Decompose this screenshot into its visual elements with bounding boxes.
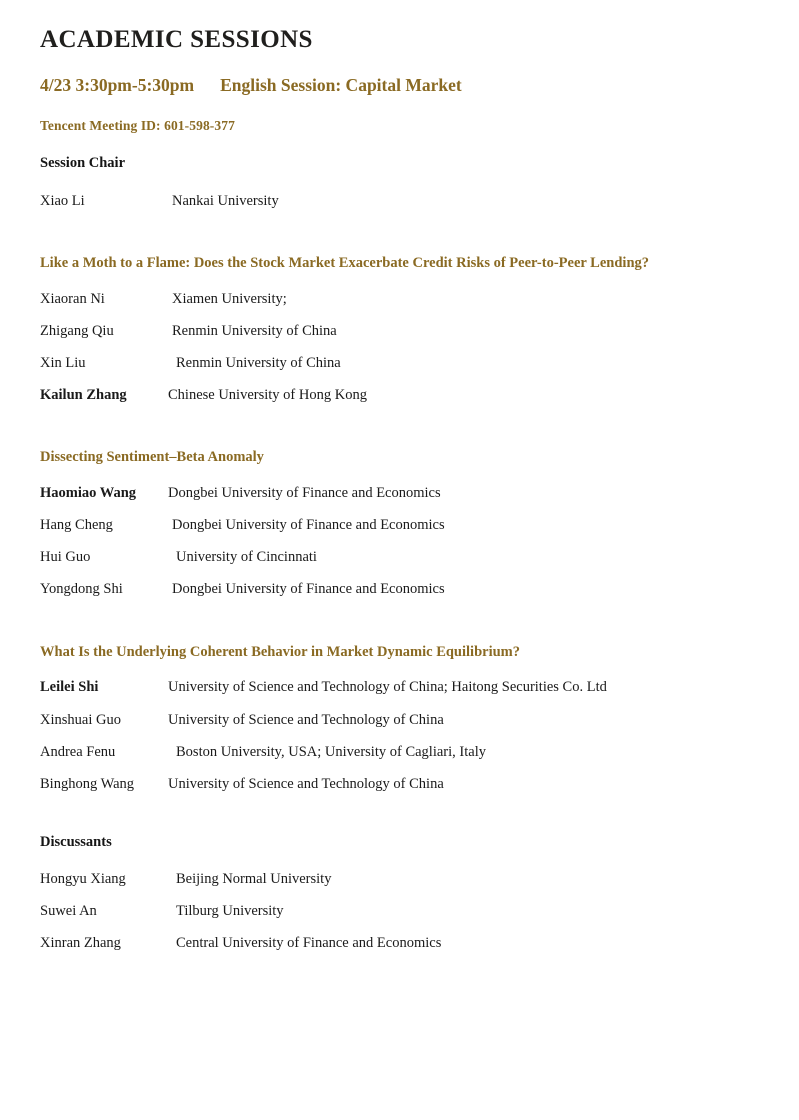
list-item — [40, 934, 759, 952]
section-spacer — [40, 224, 759, 251]
person-affiliation: Tilburg University — [176, 903, 284, 920]
person-name: Yongdong Shi — [40, 581, 123, 598]
person-name: Xinran Zhang — [40, 935, 121, 952]
person-affiliation: Beijing Normal University — [176, 870, 332, 887]
list-item — [40, 484, 759, 502]
list-item — [40, 290, 759, 308]
person-name: Hui Guo — [40, 549, 91, 566]
session-chair-heading: Session Chair — [40, 154, 126, 171]
list-item — [40, 711, 759, 729]
person-name: Zhigang Qiu — [40, 322, 114, 339]
page-title: ACADEMIC SESSIONS — [40, 26, 313, 53]
person-affiliation: University of Cincinnati — [176, 549, 317, 566]
person-affiliation: Dongbei University of Finance and Economics — [172, 581, 445, 598]
person-name: Leilei Shi — [40, 679, 99, 696]
person-affiliation: Chinese University of Hong Kong — [168, 386, 367, 403]
person-affiliation: University of Science and Technology of China; Haitong Securities Co. Ltd — [168, 679, 607, 696]
paper-title-3: What Is the Underlying Coherent Behavior in Market Dynamic Equilibrium? — [40, 643, 521, 660]
list-item — [40, 743, 759, 761]
list-item — [40, 548, 759, 566]
person-affiliation: Central University of Finance and Economics — [176, 935, 442, 952]
section-spacer — [40, 613, 759, 640]
person-name: Hang Cheng — [40, 517, 113, 534]
person-affiliation: Renmin University of China — [172, 322, 337, 339]
person-name: Xinshuai Guo — [40, 711, 121, 728]
meeting-id: Tencent Meeting ID: 601-598-377 — [40, 117, 235, 133]
paper-title-2: Dissecting Sentiment–Beta Anomaly — [40, 449, 264, 466]
person-name: Xiaoran Ni — [40, 290, 105, 307]
person-affiliation: University of Science and Technology of China — [168, 775, 444, 792]
person-name: Xiao Li — [40, 192, 85, 209]
person-name: Binghong Wang — [40, 775, 135, 792]
paper-authors-3 — [40, 678, 759, 793]
person-affiliation: Dongbei University of Finance and Economics — [168, 485, 441, 501]
list-item — [40, 192, 759, 210]
session-time: 4/23 3:30pm-5:30pm — [40, 74, 195, 95]
person-name: Haomiao Wang — [40, 485, 137, 501]
session-header — [40, 75, 759, 96]
person-name: Kailun Zhang — [40, 386, 127, 403]
list-item — [40, 678, 759, 696]
list-item — [40, 870, 759, 888]
section-spacer — [40, 418, 759, 445]
person-name: Hongyu Xiang — [40, 870, 126, 887]
list-item — [40, 322, 759, 340]
section-spacer — [40, 807, 759, 834]
session-chair-list — [40, 192, 759, 210]
discussants-list — [40, 870, 759, 952]
list-item — [40, 580, 759, 598]
paper-authors-1 — [40, 290, 759, 405]
person-name: Xin Liu — [40, 354, 86, 371]
list-item — [40, 902, 759, 920]
list-item — [40, 386, 759, 404]
person-affiliation: Dongbei University of Finance and Economics — [172, 517, 445, 534]
person-affiliation: Boston University, USA; University of Cagliari, Italy — [176, 743, 486, 760]
discussants-heading: Discussants — [40, 833, 112, 850]
person-affiliation: Nankai University — [172, 192, 279, 209]
list-item — [40, 354, 759, 372]
person-name: Andrea Fenu — [40, 743, 116, 760]
person-affiliation: Renmin University of China — [176, 354, 341, 371]
person-affiliation: University of Science and Technology of China — [168, 711, 444, 728]
list-item — [40, 775, 759, 793]
person-name: Suwei An — [40, 903, 97, 920]
paper-authors-2 — [40, 484, 759, 599]
person-affiliation: Xiamen University; — [172, 290, 287, 307]
paper-title-1: Like a Moth to a Flame: Does the Stock Market Exacerbate Credit Risks of Peer-to-Peer Lending? — [40, 254, 650, 271]
list-item — [40, 516, 759, 534]
session-name: English Session: Capital Market — [220, 74, 462, 95]
